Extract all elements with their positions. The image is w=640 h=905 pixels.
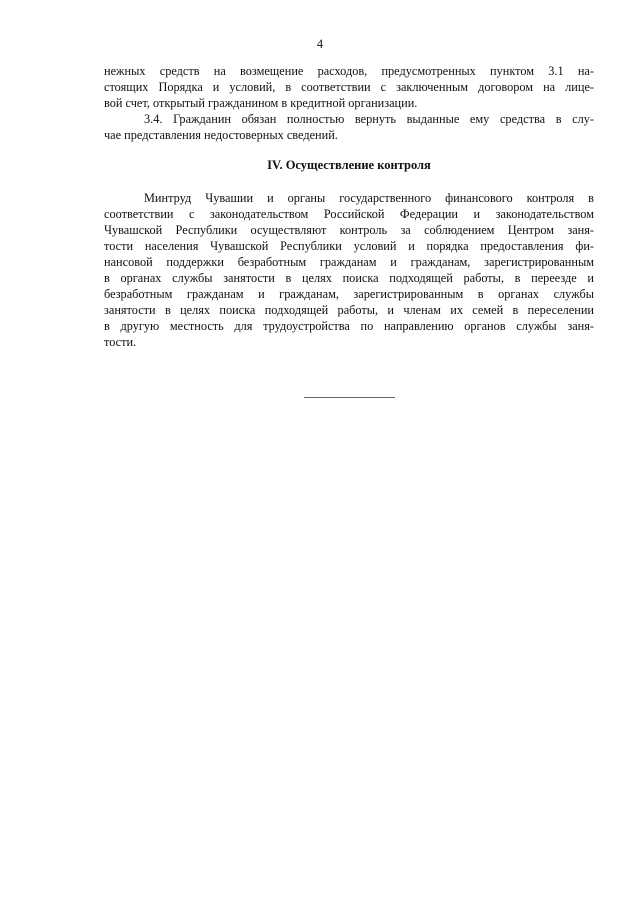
text-line: тости населения Чувашской Республики условий и порядка предоставления фи- (104, 239, 594, 253)
text-line: 3.4. Гражданин обязан полностью вернуть выданные ему средства в слу- (144, 112, 594, 126)
paragraph-continuation (104, 63, 594, 111)
text-line: вой счет, открытый гражданином в кредитной организации. (104, 96, 418, 110)
text-line: занятости в целях поиска подходящей работы, и членам их семей в переселении (104, 303, 594, 317)
section-heading: IV. Осуществление контроля (267, 158, 431, 172)
text-line: тости. (104, 335, 137, 349)
text-line: стоящих Порядка и условий, в соответствии с заключенным договором на лице- (104, 80, 594, 94)
text-line: Чувашской Республики осуществляют контроль за соблюдением Центром заня- (104, 223, 594, 237)
text-line: соответствии с законодательством Российской Федерации и законодательством (104, 207, 594, 221)
page-number: 4 (316, 37, 324, 51)
text-line: чае представления недостоверных сведений. (104, 128, 338, 142)
text-line: безработным гражданам и гражданам, зарегистрированным в органах службы (104, 287, 594, 301)
text-line: в другую местность для трудоустройства по направлению органов службы заня- (104, 319, 594, 333)
text-line: нежных средств на возмещение расходов, предусмотренных пунктом 3.1 на- (104, 64, 594, 78)
end-divider (304, 397, 395, 398)
paragraph-control (104, 190, 594, 350)
text-line: нансовой поддержки безработным гражданам и гражданам, зарегистрированным (104, 255, 594, 269)
text-line: в органах службы занятости в целях поиска подходящей работы, в переезде и (104, 271, 594, 285)
paragraph-3-4 (104, 111, 594, 143)
text-line: Минтруд Чувашии и органы государственного финансового контроля в (144, 191, 594, 205)
